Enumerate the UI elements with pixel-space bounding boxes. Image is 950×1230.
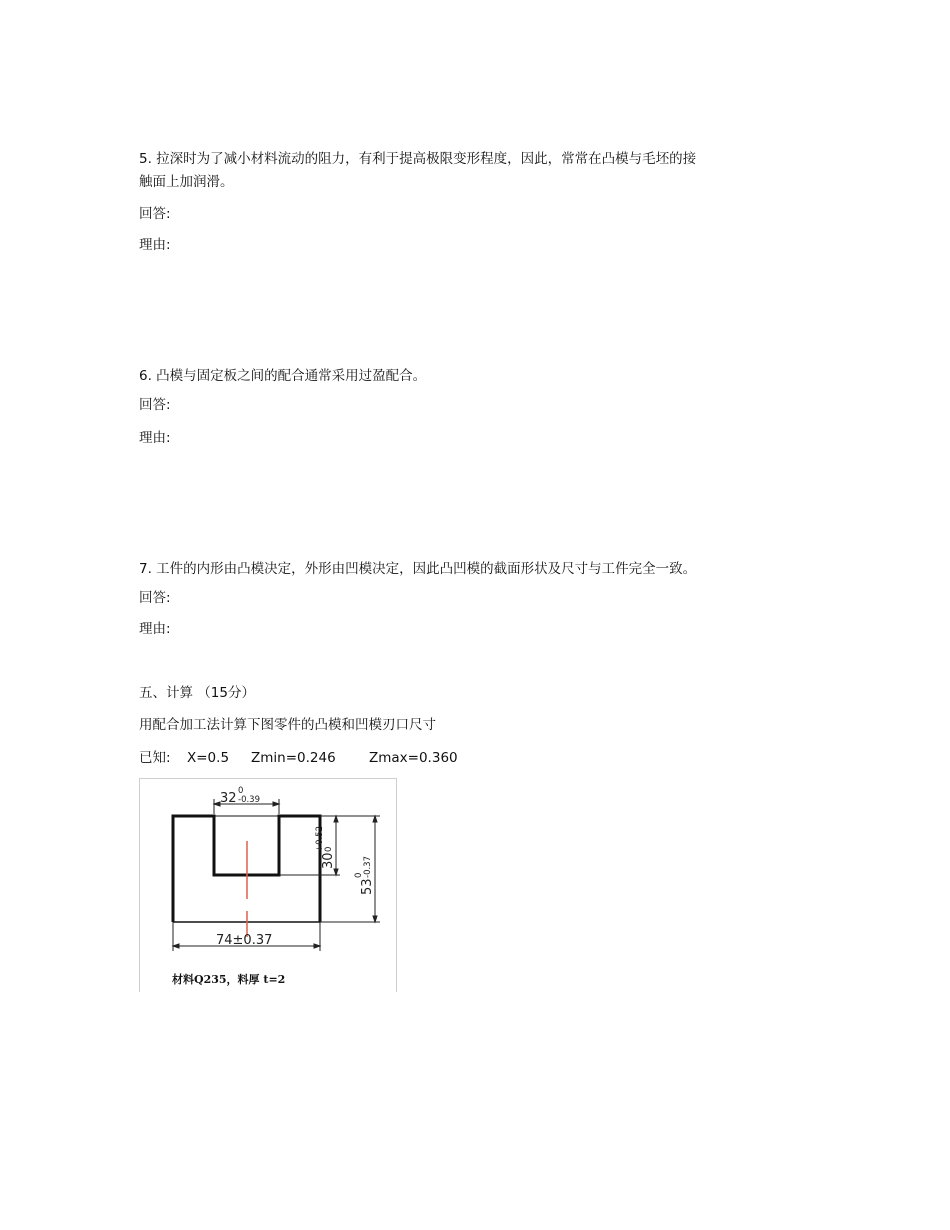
known-zmin: Zmin=0.246 [251, 750, 336, 766]
q5-reason-label: 理由: [139, 237, 171, 253]
q7-reason-label: 理由: [139, 621, 171, 637]
q6-line-1: 6. 凸模与固定板之间的配合通常采用过盈配合。 [139, 368, 427, 384]
dim-inner-base: 30 [321, 852, 336, 869]
known-x: X=0.5 [187, 750, 230, 766]
q7-line-1: 7. 工件的内形由凸模决定，外形由凹模决定，因此凸凹模的截面形状及尺寸与工件完全一致。 [139, 561, 697, 577]
dim-outer-text [354, 856, 375, 895]
q6-answer-label: 回答: [139, 397, 171, 413]
q6-reason-label: 理由: [139, 430, 171, 446]
part-drawing-svg [140, 779, 398, 993]
task-statement: 用配合加工法计算下图零件的凸模和凹模刃口尺寸 [139, 717, 436, 733]
dim-inner-text [315, 826, 336, 869]
part-drawing [139, 778, 397, 992]
dim-inner-lower: 0 [324, 846, 334, 852]
dim-inner-upper: +0.52 [315, 825, 325, 852]
dim-outer-lower: -0.37 [363, 856, 373, 878]
known-label: 已知: [139, 750, 171, 766]
drawing-caption: 材料Q235，料厚 t=2 [172, 973, 286, 986]
dim-top-base: 32 [220, 791, 237, 806]
q5-line-2: 触面上加润滑。 [139, 174, 234, 190]
dim-bottom-text: 74±0.37 [216, 933, 273, 948]
known-zmax: Zmax=0.360 [369, 750, 458, 766]
q7-answer-label: 回答: [139, 590, 171, 606]
dim-top-lower: -0.39 [238, 795, 260, 805]
dim-outer-upper: 0 [354, 872, 364, 878]
dim-top-upper: 0 [238, 786, 244, 796]
q5-line-1: 5. 拉深时为了减小材料流动的阻力，有利于提高极限变形程度，因此，常常在凸模与毛坯的接 [139, 151, 697, 167]
section-heading: 五、计算 （15分） [139, 685, 255, 701]
dim-outer-base: 53 [360, 878, 375, 895]
known-values [139, 749, 458, 767]
q5-answer-label: 回答: [139, 206, 171, 222]
